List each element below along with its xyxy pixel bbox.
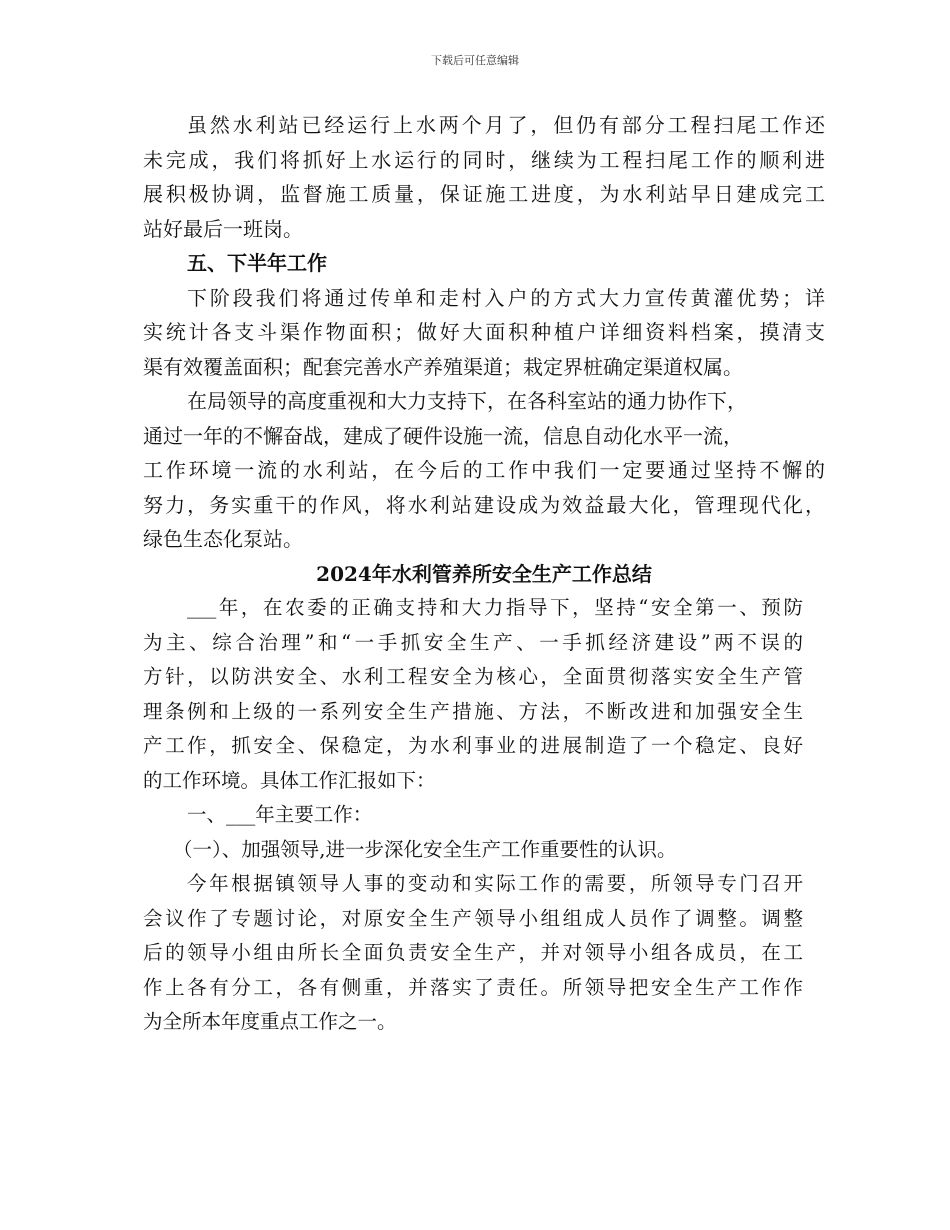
- text-line: 后的领导小组由所长全面负责安全生产，并对领导小组各成员，在工: [143, 941, 803, 964]
- text-line: 理条例和上级的一系列安全生产措施、方法，不断改进和加强安全生: [143, 699, 803, 723]
- safety-summary-body: [143, 591, 803, 1040]
- text-line: 会议作了专题讨论，对原安全生产领导小组组成人员作了调整。调整: [143, 906, 803, 930]
- text-line: 的工作环境。具体工作汇报如下：: [143, 768, 436, 792]
- text-line: 下阶段我们将通过传单和走村入户的方式大力宣传黄灌优势；详: [187, 285, 825, 310]
- text-line: 在局领导的高度重视和大力支持下，在各科室站的通力协作下，: [187, 389, 747, 413]
- text-line: 作上各有分工，各有侧重，并落实了责任。所领导把安全生产工作作: [143, 975, 803, 999]
- text-line: 努力，务实重干的作风，将水利站建设成为效益最大化，管理现代化，: [143, 492, 825, 517]
- text-line: 未完成，我们将抓好上水运行的同时，继续为工程扫尾工作的顺利进: [143, 147, 825, 172]
- text-line: 站好最后一班岗。: [143, 216, 303, 241]
- paragraph-leadership: [143, 867, 803, 1040]
- paragraph-next-stage: [143, 281, 825, 385]
- text-line: ___年，在农委的正确支持和大力指导下，坚持“安全第一、预防: [187, 596, 803, 619]
- text-line: 为主、综合治理”和“一手抓安全生产、一手抓经济建设”两不误的: [143, 630, 803, 654]
- text-line: 产工作，抓安全、保稳定，为水利事业的进展制造了一个稳定、良好: [143, 734, 803, 757]
- paragraph-project-finishing: [143, 108, 825, 246]
- text-line: 工作环境一流的水利站，在今后的工作中我们一定要通过坚持不懈的: [143, 458, 825, 482]
- paragraph-intro: [143, 591, 803, 798]
- paragraph-conclusion: [143, 384, 825, 557]
- subsection-heading-leadership: （一）、加强领导,进一步深化安全生产工作重要性的认识。: [173, 837, 677, 861]
- text-line: 渠有效覆盖面积；配套完善水产养殖渠道；栽定界桩确定渠道权属。: [143, 354, 743, 379]
- text-line: 绿色生态化泵站。: [143, 527, 303, 551]
- document-title: 2024年水利管养所安全生产工作总结: [316, 561, 652, 586]
- section-heading-second-half: 五、下半年工作: [187, 251, 327, 275]
- text-line: 虽然水利站已经运行上水两个月了，但仍有部分工程扫尾工作还: [187, 113, 825, 137]
- text-line: 通过一年的不懈奋战，建成了硬件设施一流，信息自动化水平一流，: [143, 423, 743, 448]
- section-heading-main-work: 一、___年主要工作：: [187, 803, 373, 826]
- text-line: 今年根据镇领导人事的变动和实际工作的需要，所领导专门召开: [187, 872, 803, 895]
- text-line: 方针，以防洪安全、水利工程安全为核心，全面贯彻落实安全生产管: [143, 665, 803, 688]
- document-body: [143, 108, 825, 1040]
- text-line: 实统计各支斗渠作物面积；做好大面积种植户详细资料档案，摸清支: [143, 320, 825, 344]
- text-line: 展积极协调，监督施工质量，保证施工进度，为水利站早日建成完工: [143, 182, 825, 206]
- page-header: 下载后可任意编辑: [431, 54, 519, 67]
- text-line: 为全所本年度重点工作之一。: [143, 1010, 397, 1033]
